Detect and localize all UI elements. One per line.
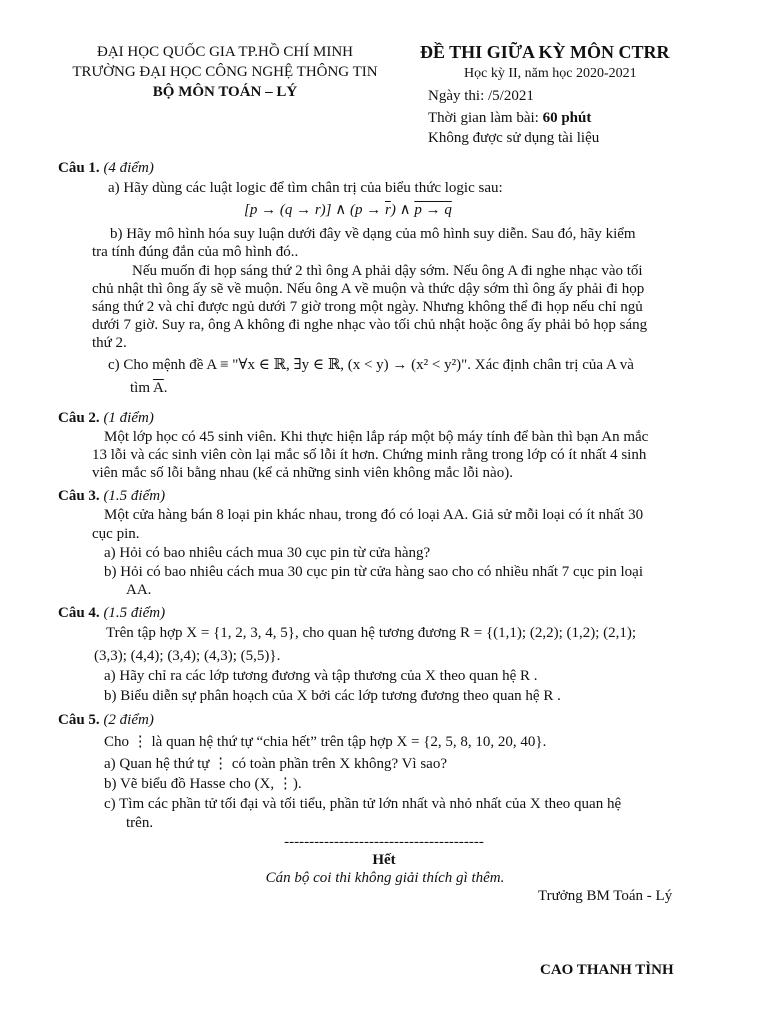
q3-heading [58, 488, 165, 505]
q3-points: (1.5 điểm) [103, 488, 166, 504]
q1-part-a: a) Hãy dùng các luật logic để tìm chân trị của biểu thức logic sau: [108, 180, 503, 196]
q1-label: Câu 1. [58, 160, 100, 176]
q1-c-abar: $\overline{A}$ [152, 380, 164, 396]
q5-part-c-line2: trên. [126, 815, 154, 831]
exam-duration [428, 110, 591, 127]
end-divider: ---------------------------------------- [284, 834, 484, 850]
q3-label: Câu 3. [58, 488, 100, 504]
exam-note: Không được sử dụng tài liệu [428, 130, 600, 146]
signer-title: Trưởng BM Toán - Lý [538, 888, 673, 904]
q1-c-period: . [163, 380, 168, 396]
q4-part-a: a) Hãy chỉ ra các lớp tương đương và tập thương của X theo quan hệ R . [104, 668, 538, 684]
q3-line1: Một cửa hàng bán 8 loại pin khác nhau, trong đó có loại AA. Giả sử mỗi loại có ít nhất 30 [104, 507, 644, 523]
exam-title: ĐỀ THI GIỮA KỲ MÔN CTRR [420, 42, 670, 62]
end-label: Hết [372, 852, 396, 868]
q1-part-b-line2: tra tính đúng đắn của mô hình đó.. [92, 244, 299, 260]
q1-paragraph-line3: sáng thứ 2 và chỉ được ngủ dưới 7 giờ trong một ngày. Nhưng không thể đi họp nếu chỉ ngủ [92, 299, 643, 315]
q4-heading [58, 605, 165, 622]
q3-part-b-line1: b) Hỏi có bao nhiêu cách mua 30 cục pin từ cửa hàng sao cho có nhiều nhất 7 cục pin loại [104, 564, 644, 580]
q4-label: Câu 4. [58, 605, 100, 621]
q5-part-c-line1: c) Tìm các phần tử tối đại và tối tiểu, phần tử lớn nhất và nhỏ nhất của X theo quan hệ [104, 796, 622, 812]
q1-paragraph-line1: Nếu muốn đi họp sáng thứ 2 thì ông A phải dậy sớm. Nếu ông A đi nghe nhạc vào tối [132, 263, 643, 279]
q5-part-b: b) Vẽ biểu đồ Hasse cho (X, ⋮). [104, 776, 302, 792]
signer-name: CAO THANH TÌNH [540, 962, 674, 978]
q1-part-b-line1: b) Hãy mô hình hóa suy luận dưới đây về dạng của mô hình suy diễn. Sau đó, hãy kiểm [110, 226, 636, 242]
duration-value: 60 phút [542, 110, 592, 126]
q2-line3: viên mắc số lỗi bằng nhau (kể cả những sinh viên không mắc lỗi nào). [92, 465, 513, 481]
q2-heading [58, 410, 154, 427]
exam-term: Học kỳ II, năm học 2020-2021 [464, 66, 637, 81]
q4-line1: Trên tập hợp X = {1, 2, 3, 4, 5}, cho quan hệ tương đương R = {(1,1); (2,2); (1,2); (2,1); [106, 625, 637, 641]
q1-formula-rbar: $\overline{r}$ [384, 202, 391, 218]
q4-part-b: b) Biểu diễn sự phân hoạch của X bởi các lớp tương đương theo quan hệ R . [104, 688, 561, 704]
q3-part-b-line2: AA. [126, 582, 152, 598]
q4-points: (1.5 điểm) [103, 605, 166, 621]
q3-line2: cục pin. [92, 526, 140, 542]
q5-points: (2 điểm) [103, 712, 154, 728]
q1-c-find-label: tìm [130, 380, 153, 396]
q2-line2: 13 lỗi và các sinh viên còn lại mắc số lỗi ít hơn. Chứng minh rằng trong lớp có ít nhất 4 sinh [92, 447, 647, 463]
q1-formula-pq: p → q [414, 202, 452, 218]
duration-label: Thời gian làm bài: [428, 110, 543, 126]
q1-paragraph-line4: dưới 7 giờ. Suy ra, ông A không đi nghe nhạc vào tối chủ nhật hoặc ông ấy phải bỏ họp sáng [92, 317, 648, 333]
q2-line1: Một lớp học có 45 sinh viên. Khi thực hiện lắp ráp một bộ máy tính để bàn thì bạn An mắc [104, 429, 649, 445]
q5-label: Câu 5. [58, 712, 100, 728]
q3-part-a: a) Hỏi có bao nhiêu cách mua 30 cục pin từ cửa hàng? [104, 545, 431, 561]
q1-paragraph-line2: chủ nhật thì ông ấy sẽ về muộn. Nếu ông A về muộn và thức dậy sớm thì ông ấy phải đi họp [92, 281, 645, 297]
q5-line1: Cho ⋮ là quan hệ thứ tự “chia hết” trên tập hợp X = {2, 5, 8, 10, 20, 40}. [104, 734, 547, 750]
q1-formula-part1: [p → (q → r)] ∧ (p → [244, 202, 385, 218]
q1-part-c-line1: c) Cho mệnh đề A ≡ "∀x ∈ ℝ, ∃y ∈ ℝ, (x < y) → (x² < y²)". Xác định chân trị của A và [108, 357, 634, 373]
q5-part-a: a) Quan hệ thứ tự ⋮ có toàn phần trên X không? Vì sao? [104, 756, 447, 772]
q2-points: (1 điểm) [103, 410, 154, 426]
university-name: ĐẠI HỌC QUỐC GIA TP.HỒ CHÍ MINH [97, 44, 353, 60]
department-name: BỘ MÔN TOÁN – LÝ [152, 84, 298, 100]
q5-heading [58, 712, 154, 729]
q1-part-c-line2 [130, 380, 168, 397]
proctor-note: Cán bộ coi thi không giải thích gì thêm. [265, 870, 505, 886]
q4-line2: (3,3); (4,4); (3,4); (4,3); (5,5)}. [94, 648, 281, 664]
q1-formula-part2: ) ∧ [390, 202, 415, 218]
q1-points: (4 điểm) [103, 160, 154, 176]
q1-paragraph-line5: thứ 2. [92, 335, 127, 351]
faculty-name: TRƯỜNG ĐẠI HỌC CÔNG NGHỆ THÔNG TIN [72, 64, 378, 80]
q1-heading [58, 160, 154, 177]
q2-label: Câu 2. [58, 410, 100, 426]
exam-date: Ngày thi: /5/2021 [428, 88, 534, 104]
q1-formula [244, 200, 452, 219]
